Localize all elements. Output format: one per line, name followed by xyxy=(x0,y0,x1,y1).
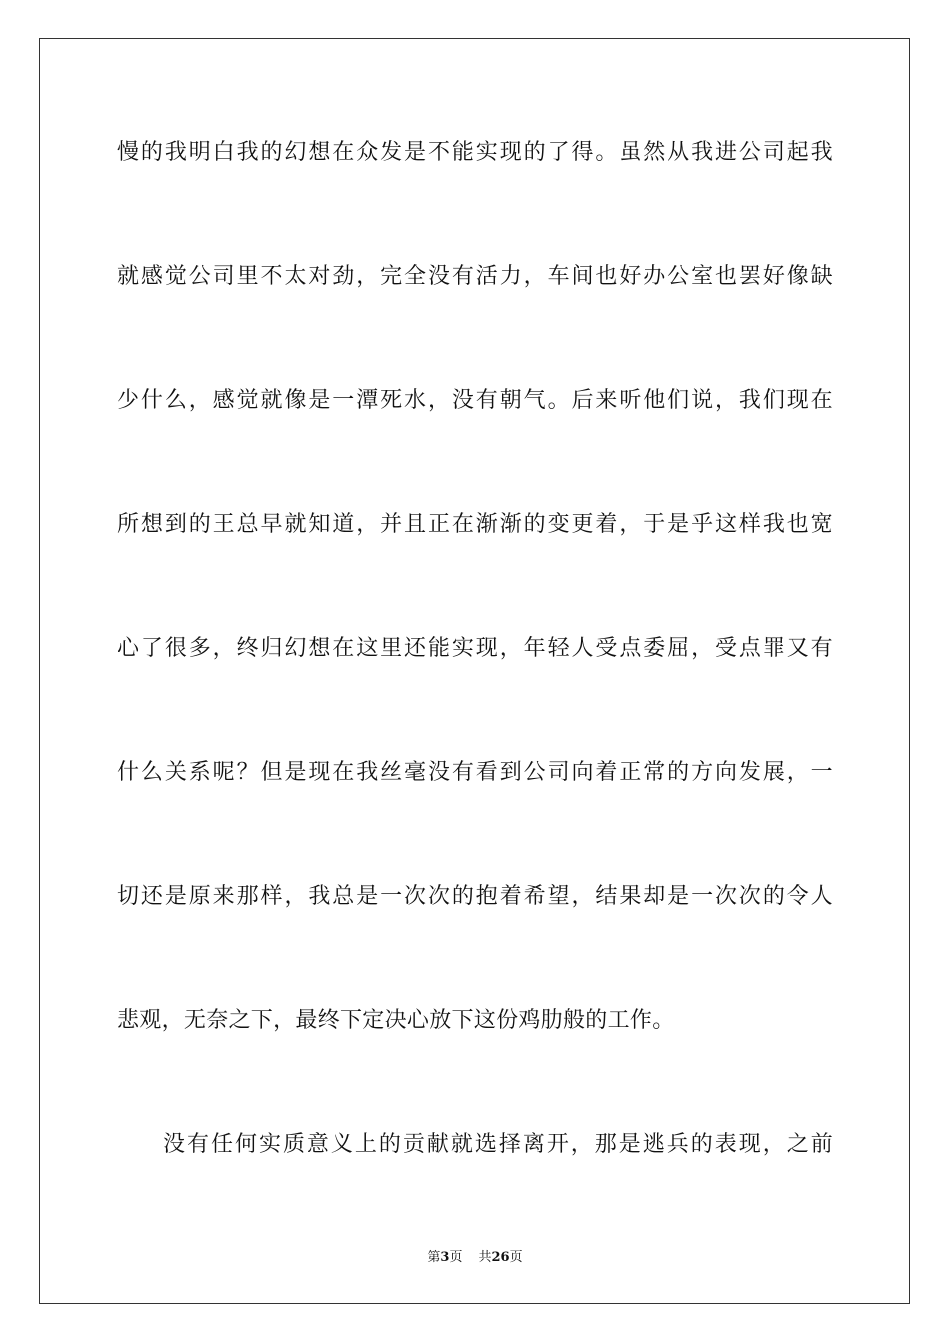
current-page-number: 3 xyxy=(440,1250,450,1265)
total-page-count: 26 xyxy=(491,1250,510,1265)
body-text-line-1: 慢的我明白我的幻想在众发是不能实现的了得。虽然从我进公司起我 xyxy=(117,140,833,165)
body-text-line-2: 就感觉公司里不太对劲，完全没有活力，车间也好办公室也罢好像缺 xyxy=(117,264,833,289)
body-text-line-9: 没有任何实质意义上的贡献就选择离开，那是逃兵的表现，之前 xyxy=(163,1132,833,1157)
body-text-line-7: 切还是原来那样，我总是一次次的抱着希望，结果却是一次次的令人 xyxy=(117,884,833,909)
body-text-line-3: 少什么，感觉就像是一潭死水，没有朝气。后来听他们说，我们现在 xyxy=(117,388,833,413)
page-label-suffix: 页 xyxy=(449,1250,463,1265)
body-text-line-5: 心了很多，终归幻想在这里还能实现，年轻人受点委屈，受点罪又有 xyxy=(117,636,833,661)
page-label-prefix: 第 xyxy=(427,1250,441,1265)
page-footer xyxy=(0,1250,950,1266)
page-border xyxy=(39,38,910,1304)
body-text-line-4: 所想到的王总早就知道，并且正在渐渐的变更着，于是乎这样我也宽 xyxy=(117,512,833,537)
total-label-prefix: 共 xyxy=(478,1250,492,1265)
body-text-line-6: 什么关系呢？但是现在我丝毫没有看到公司向着正常的方向发展，一 xyxy=(117,760,833,785)
total-label-suffix: 页 xyxy=(509,1250,523,1265)
body-text-line-8: 悲观，无奈之下，最终下定决心放下这份鸡肋般的工作。 xyxy=(117,1008,675,1033)
